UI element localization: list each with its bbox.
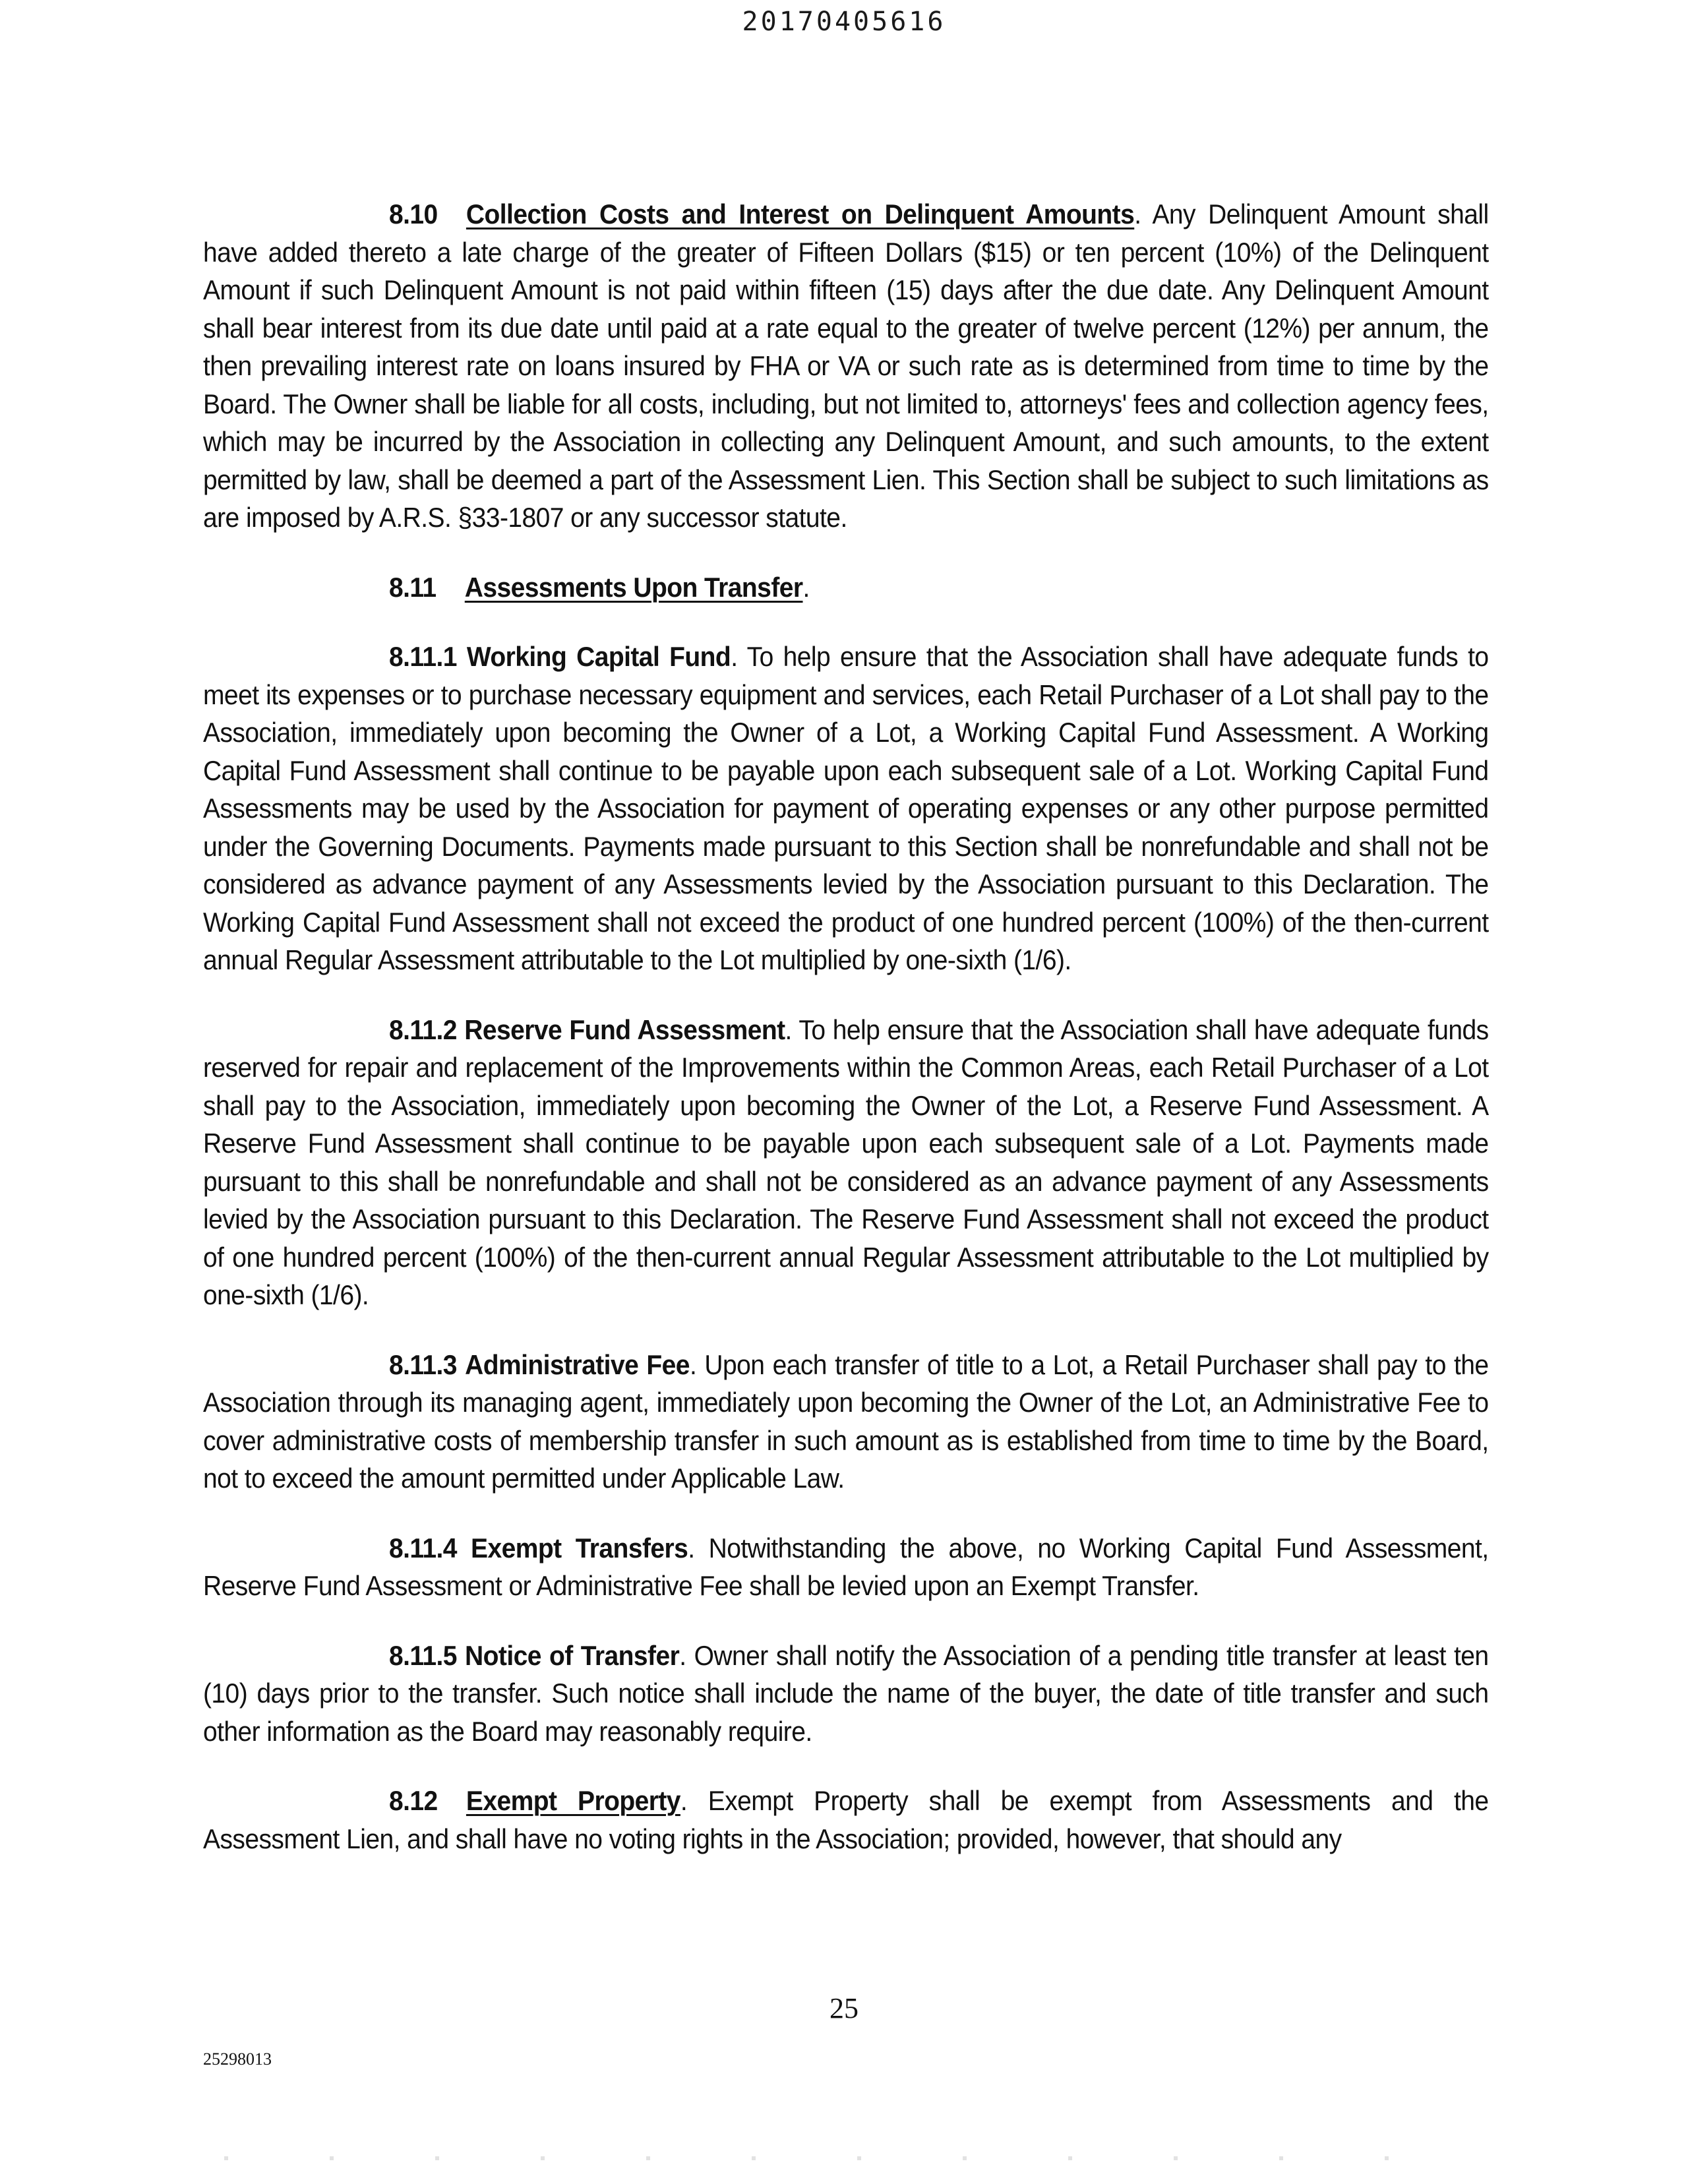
section-text: . Exempt Property shall be exempt from Assessments and the Assessment Lien, and shall have no voting rights in the Association; provided, however, that should any [203, 1785, 1489, 1854]
subsection-title: Administrative Fee [465, 1349, 690, 1380]
paragraph-gap [203, 1750, 1489, 1782]
subsection-number: 8.11.3 [389, 1349, 457, 1380]
subsection-title: Notice of Transfer [465, 1639, 680, 1671]
recording-number: 20170405616 [742, 7, 946, 37]
subsection-text: . Owner shall notify the Association of a pending title transfer at least ten (10) days prior to the transfer. Such notice shall include the name of the buyer, the date of title transfer and such other information as the Board may reasonably require. [203, 1639, 1489, 1747]
subsection-number: 8.11.4 [389, 1532, 457, 1563]
paragraph-gap [203, 537, 1489, 568]
paragraph-gap [203, 1498, 1489, 1529]
subsection-number: 8.11.1 [389, 641, 457, 672]
section-number: 8.10 [389, 198, 438, 229]
section-8-11 [203, 568, 1489, 607]
subsection-text: . Upon each transfer of title to a Lot, a Retail Purchaser shall pay to the Association through its managing agent, immediately upon becoming the Owner of the Lot, an Administrative Fee to cover administrative costs of membership transfer in such amount as is established from time to time by the Board, not to exceed the amount permitted under Applicable Law. [203, 1349, 1489, 1494]
paragraph-gap [203, 979, 1489, 1011]
section-text: . [802, 571, 810, 603]
document-id: 25298013 [203, 2049, 272, 2069]
section-title: Collection Costs and Interest on Delinquent Amounts [466, 198, 1135, 229]
section-8-11-1 [203, 638, 1489, 979]
subsection-title: Exempt Transfers [471, 1532, 688, 1563]
paragraph-gap [203, 606, 1489, 638]
section-8-11-2 [203, 1011, 1489, 1314]
subsection-text: . Notwithstanding the above, no Working Capital Fund Assessment, Reserve Fund Assessment or Administrative Fee shall be levied upon an Exempt Transfer. [203, 1532, 1489, 1601]
section-text: . Any Delinquent Amount shall have added thereto a late charge of the greater of Fifteen Dollars ($15) or ten percent (10%) of the Delinquent Amount if such Delinquent Amount is not paid within fifteen (15) days after the due date. Any Delinquent Amount shall bear interest from its due date until paid at a rate equal to the greater of twelve percent (12%) per annum, the then prevailing interest rate on loans insured by FHA or VA or such rate as is determined from time to time by the Board. The Owner shall be liable for all costs, including, but not limited to, attorneys' fees and collection agency fees, which may be incurred by the Association in collecting any Delinquent Amount, and such amounts, to the extent permitted by law, shall be deemed a part of the Assessment Lien. This Section shall be subject to such limitations as are imposed by A.R.S. §33-1807 or any successor statute. [203, 198, 1489, 533]
section-8-10 [203, 195, 1489, 537]
section-8-11-5 [203, 1637, 1489, 1751]
subsection-text: . To help ensure that the Association shall have adequate funds to meet its expenses or to purchase necessary equipment and services, each Retail Purchaser of a Lot shall pay to the Association, immediately upon becoming the Owner of a Lot, a Working Capital Fund Assessment. A Working Capital Fund Assessment shall continue to be payable upon each subsequent sale of a Lot. Working Capital Fund Assessments may be used by the Association for payment of operating expenses or any other purpose permitted under the Governing Documents. Payments made pursuant to this Section shall be nonrefundable and shall not be considered as advance payment of any Assessments levied by the Association pursuant to this Declaration. The Working Capital Fund Assessment shall not exceed the product of one hundred percent (100%) of the then-current annual Regular Assessment attributable to the Lot multiplied by one-sixth (1/6). [203, 641, 1489, 975]
section-8-12 [203, 1782, 1489, 1858]
paragraph-gap [203, 1605, 1489, 1637]
section-8-11-4 [203, 1529, 1489, 1605]
subsection-number: 8.11.5 [389, 1639, 457, 1671]
section-number: 8.12 [389, 1785, 438, 1816]
section-title: Assessments Upon Transfer [464, 571, 803, 603]
paragraph-gap [203, 1314, 1489, 1346]
section-8-11-3 [203, 1346, 1489, 1498]
subsection-text: . To help ensure that the Association shall have adequate funds reserved for repair and replacement of the Improvements within the Common Areas, each Retail Purchaser of a Lot shall pay to the Association, immediately upon becoming the Owner of the Lot, a Reserve Fund Assessment. A Reserve Fund Assessment shall continue to be payable upon each subsequent sale of a Lot. Payments made pursuant to this shall be nonrefundable and shall not be considered as an advance payment of any Assessments levied by the Association pursuant to this Declaration. The Reserve Fund Assessment shall not exceed the product of one hundred percent (100%) of the then-current annual Regular Assessment attributable to the Lot multiplied by one-sixth (1/6). [203, 1014, 1489, 1310]
subsection-title: Reserve Fund Assessment [464, 1014, 785, 1045]
subsection-title: Working Capital Fund [466, 641, 731, 672]
subsection-number: 8.11.2 [389, 1014, 457, 1045]
document-body [203, 195, 1489, 1858]
page-number: 25 [829, 1992, 859, 2024]
section-title: Exempt Property [466, 1785, 680, 1816]
scan-artifact [224, 2156, 1477, 2160]
section-number: 8.11 [389, 571, 437, 603]
